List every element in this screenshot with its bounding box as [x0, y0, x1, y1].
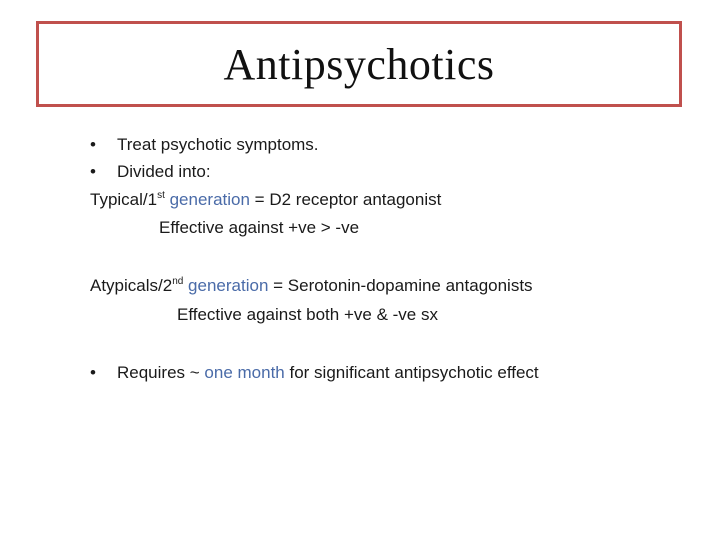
typical-generation: generation: [164, 190, 250, 209]
bullet-icon: •: [90, 162, 96, 181]
requires-pre: Requires ~: [117, 363, 205, 382]
bullet-treat-text: Treat psychotic symptoms.: [117, 135, 319, 154]
bullet-requires: [90, 363, 539, 383]
bullet-icon: •: [90, 135, 96, 154]
requires-highlight: one month: [204, 363, 285, 382]
atypical-line: [90, 276, 533, 296]
bullet-divided: [90, 162, 211, 182]
typical-effect: Effective against +ve > -ve: [159, 218, 360, 237]
title-box: [36, 21, 682, 107]
requires-post: for significant antipsychotic effect: [284, 363, 539, 382]
typical-line: [90, 190, 441, 210]
atypical-rest: = Serotonin-dopamine antagonists: [268, 276, 533, 295]
bullet-divided-text: Divided into:: [117, 162, 211, 181]
slide-title: Antipsychotics: [223, 39, 495, 89]
atypical-prefix: Atypicals/2: [90, 276, 173, 295]
atypical-sup: nd: [172, 276, 184, 287]
typical-sup: st: [157, 190, 165, 201]
atypical-effect: Effective against both +ve & -ve sx: [177, 305, 438, 324]
bullet-treat: [90, 135, 319, 155]
atypical-generation: generation: [183, 276, 269, 295]
bullet-icon: •: [90, 363, 96, 382]
typical-prefix: Typical/1: [90, 190, 158, 209]
typical-rest: = D2 receptor antagonist: [249, 190, 442, 209]
